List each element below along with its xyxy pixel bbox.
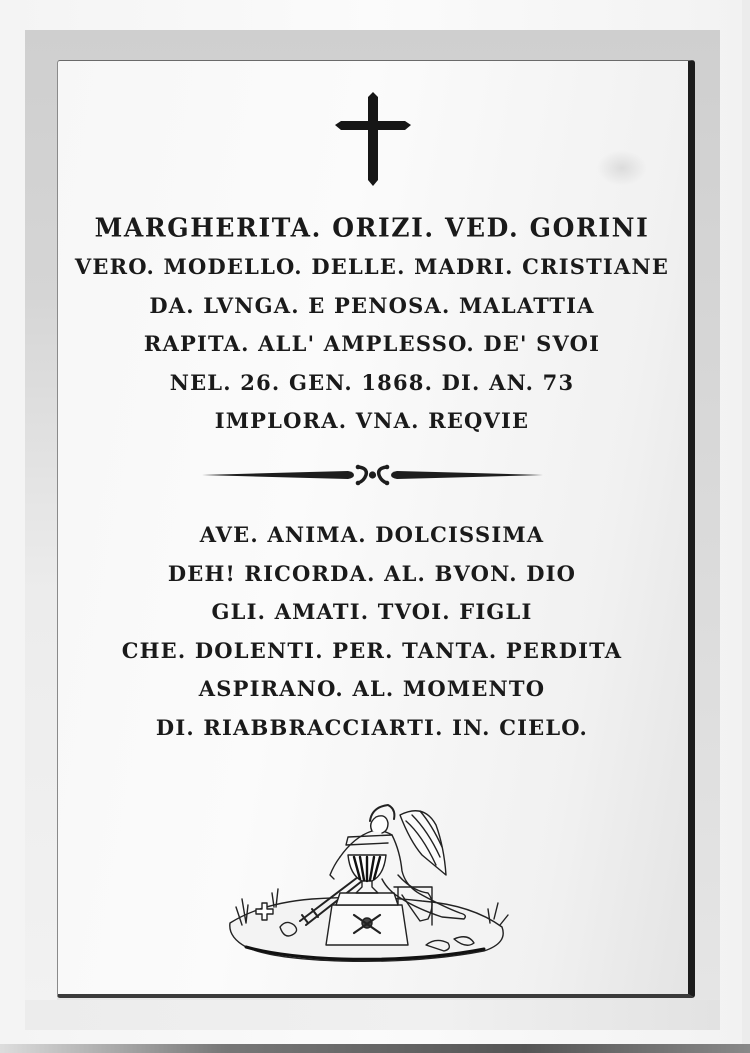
- epitaph-line: DA. LVNGA. E PENOSA. MALATTIA: [149, 292, 595, 318]
- cross-icon: [335, 92, 411, 186]
- frame-left-highlight: [25, 300, 57, 1030]
- epitaph-block: [57, 208, 687, 441]
- epitaph-line: VERO. MODELLO. DELLE. MADRI. CRISTIANE: [74, 254, 670, 279]
- frame-bottom-ledge: [25, 1000, 720, 1030]
- prayer-block: [57, 516, 687, 747]
- prayer-line: ASPIRANO. AL. MOMENTO: [198, 676, 546, 701]
- epitaph-name-line: MARGHERITA. ORIZI. VED. GORINI: [94, 212, 650, 243]
- surface-stain: [597, 150, 647, 186]
- epitaph-date-line: NEL. 26. GEN. 1868. DI. AN. 73: [169, 369, 575, 395]
- prayer-line: DEH! RICORDA. AL. BVON. DIO: [167, 560, 577, 586]
- prayer-line: GLI. AMATI. TVOI. FIGLI: [211, 599, 533, 624]
- mourning-angel-illustration: [222, 795, 520, 967]
- prayer-line: DI. RIABBRACCIARTI. IN. CIELO.: [155, 714, 589, 740]
- divider-ornament: [200, 462, 545, 488]
- photo-bottom-edge: [0, 1044, 750, 1053]
- photo-edge-strip: [742, 0, 750, 1053]
- prayer-line: AVE. ANIMA. DOLCISSIMA: [199, 522, 545, 547]
- epitaph-line: IMPLORA. VNA. REQVIE: [214, 408, 530, 433]
- epitaph-line: RAPITA. ALL' AMPLESSO. DE' SVOI: [143, 331, 601, 356]
- prayer-line: CHE. DOLENTI. PER. TANTA. PERDITA: [121, 637, 623, 663]
